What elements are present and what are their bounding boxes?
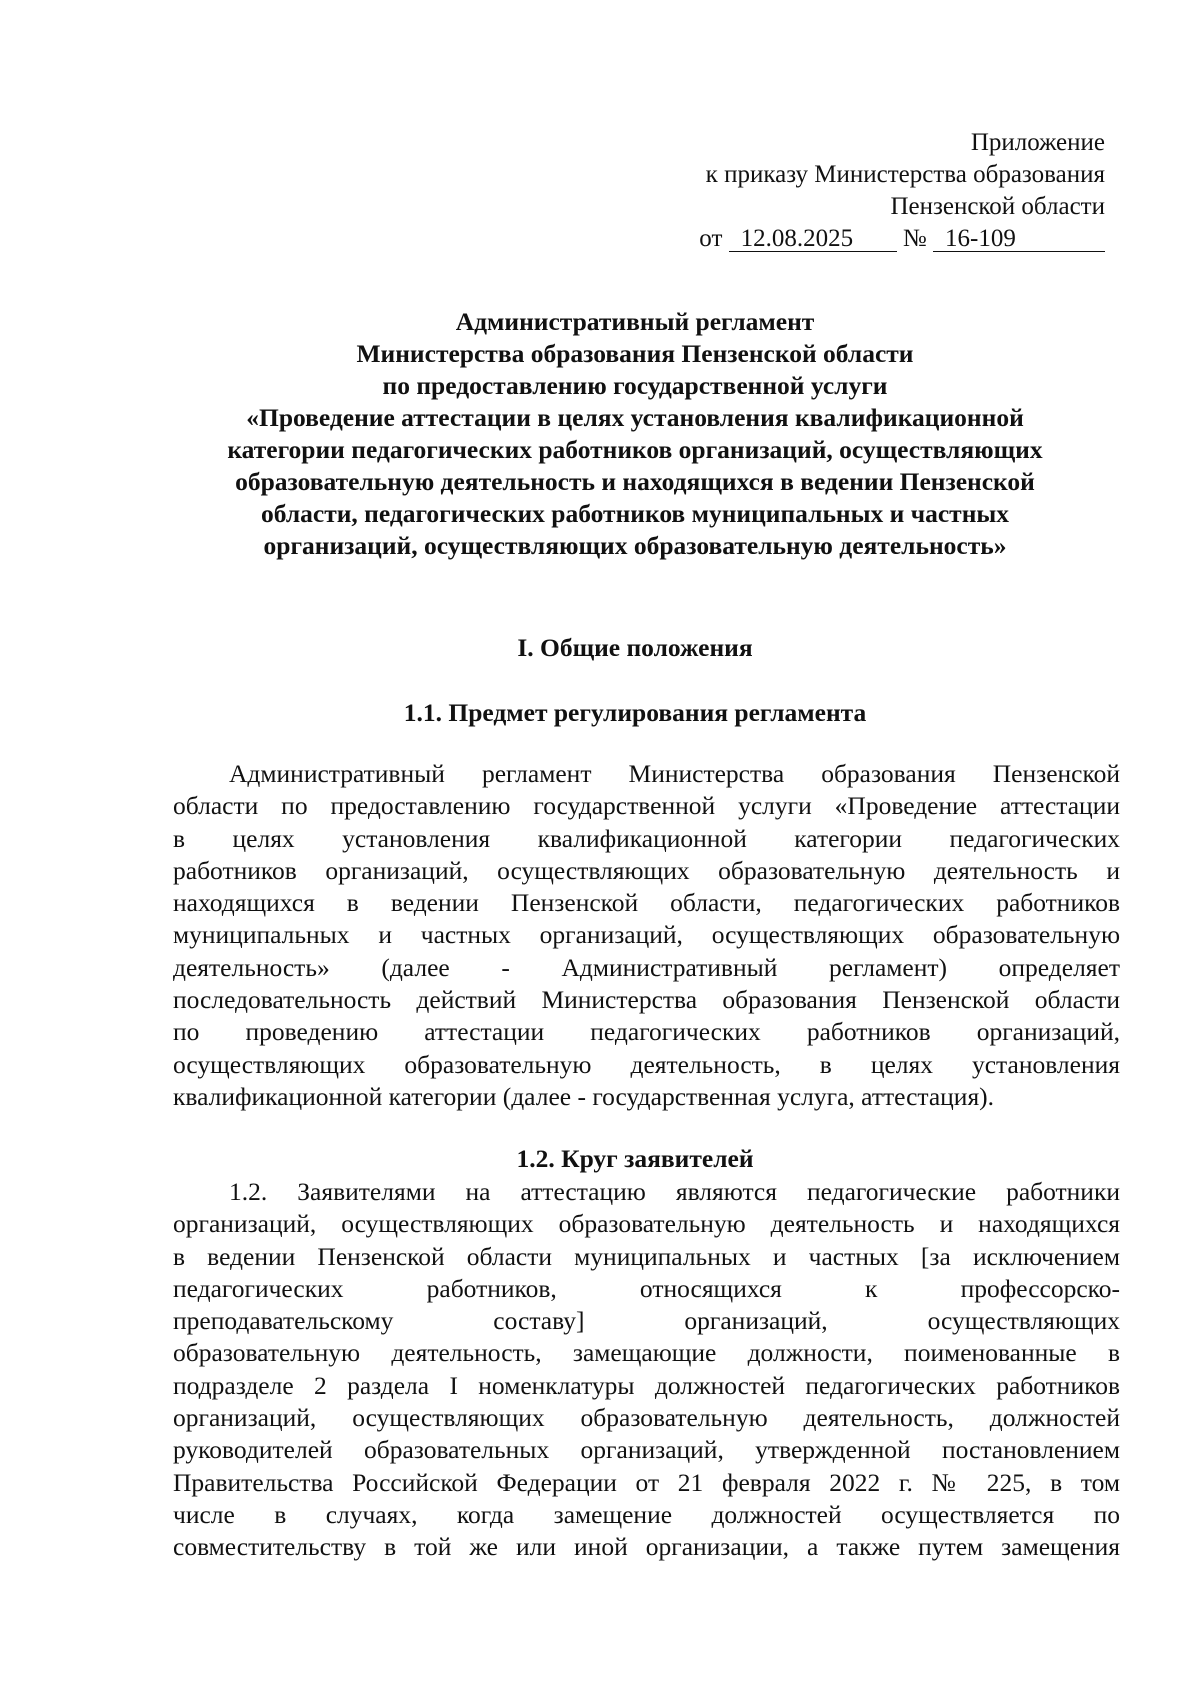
paragraph-line: осуществляющих образовательную деятельность, в целях установления [173, 1049, 1120, 1079]
paragraph-line: Административный регламент Министерства образования Пензенской [229, 759, 1120, 788]
paragraph-line: организаций, осуществляющих образовательную деятельность, должностей [173, 1403, 1120, 1433]
paragraph-line: работников организаций, осуществляющих образовательную деятельность и [173, 855, 1120, 885]
document-title [170, 306, 1100, 562]
paragraph-line: области по предоставлению государственной услуги «Проведение аттестации [173, 791, 1120, 821]
paragraph-line: образовательную деятельность, замещающие должности, поименованные в [173, 1338, 1120, 1368]
appendix-title: Приложение [970, 129, 1105, 156]
paragraph-line: числе в случаях, когда замещение должностей осуществляется по [173, 1499, 1120, 1529]
title-line: категории педагогических работников организаций, осуществляющих [227, 435, 1043, 464]
title-line: «Проведение аттестации в целях установления квалификационной [246, 403, 1024, 432]
title-line: области, педагогических работников муниципальных и частных [260, 499, 1010, 528]
paragraph-line: преподавательскому составу] организаций, осуществляющих [173, 1306, 1120, 1336]
number-prefix: № [902, 225, 927, 252]
title-line: Административный регламент [455, 307, 815, 336]
paragraph-1-1 [173, 758, 1120, 1113]
date-prefix: от [699, 225, 723, 252]
title-line: организаций, осуществляющих образовательную деятельность» [263, 531, 1007, 560]
order-number: 16-109 [933, 227, 1105, 252]
paragraph-line: находящихся в ведении Пензенской области, педагогических работников [173, 888, 1120, 918]
section-heading: I. Общие положения [517, 633, 753, 662]
order-date: 12.08.2025 [729, 227, 897, 252]
paragraph-line: по проведению аттестации педагогических работников организаций, [173, 1017, 1120, 1047]
paragraph-line: муниципальных и частных организаций, осуществляющих образовательную [173, 920, 1120, 950]
paragraph-line: квалификационной категории (далее - государственная услуга, аттестация). [173, 1081, 995, 1111]
paragraph-line: подразделе 2 раздела I номенклатуры должностей педагогических работников [173, 1370, 1120, 1400]
paragraph-line: организаций, осуществляющих образовательную деятельность и находящихся [173, 1209, 1120, 1239]
appendix-date-number [699, 223, 1105, 255]
paragraph-line: в целях установления квалификационной категории педагогических [173, 823, 1120, 853]
paragraph-line: Правительства Российской Федерации от 21 февраля 2022 г. № 225, в том [173, 1467, 1120, 1497]
paragraph-line: совместительству в той же или иной организации, а также путем замещения [173, 1532, 1120, 1562]
appendix-region: Пензенской области [890, 193, 1105, 220]
appendix-order-ref: к приказу Министерства образования [705, 161, 1105, 188]
paragraph-1-2 [173, 1176, 1120, 1564]
appendix-block [699, 127, 1105, 255]
title-line: по предоставлению государственной услуги [382, 371, 888, 400]
paragraph-line: руководителей образовательных организаций, утвержденной постановлением [173, 1435, 1120, 1465]
paragraph-line: последовательность действий Министерства образования Пензенской области [173, 985, 1120, 1015]
paragraph-line: 1.2. Заявителями на аттестацию являются педагогические работники [229, 1177, 1120, 1206]
subsection-heading-1-2: 1.2. Круг заявителей [516, 1144, 754, 1173]
paragraph-line: педагогических работников, относящихся к профессорско- [173, 1273, 1120, 1303]
title-line: образовательную деятельность и находящихся в ведении Пензенской [235, 467, 1035, 496]
paragraph-line: в ведении Пензенской области муниципальных и частных [за исключением [173, 1241, 1120, 1271]
subsection-heading-1-1: 1.1. Предмет регулирования регламента [403, 698, 867, 727]
paragraph-line: деятельность» (далее - Административный регламент) определяет [173, 952, 1120, 982]
title-line: Министерства образования Пензенской области [356, 339, 914, 368]
